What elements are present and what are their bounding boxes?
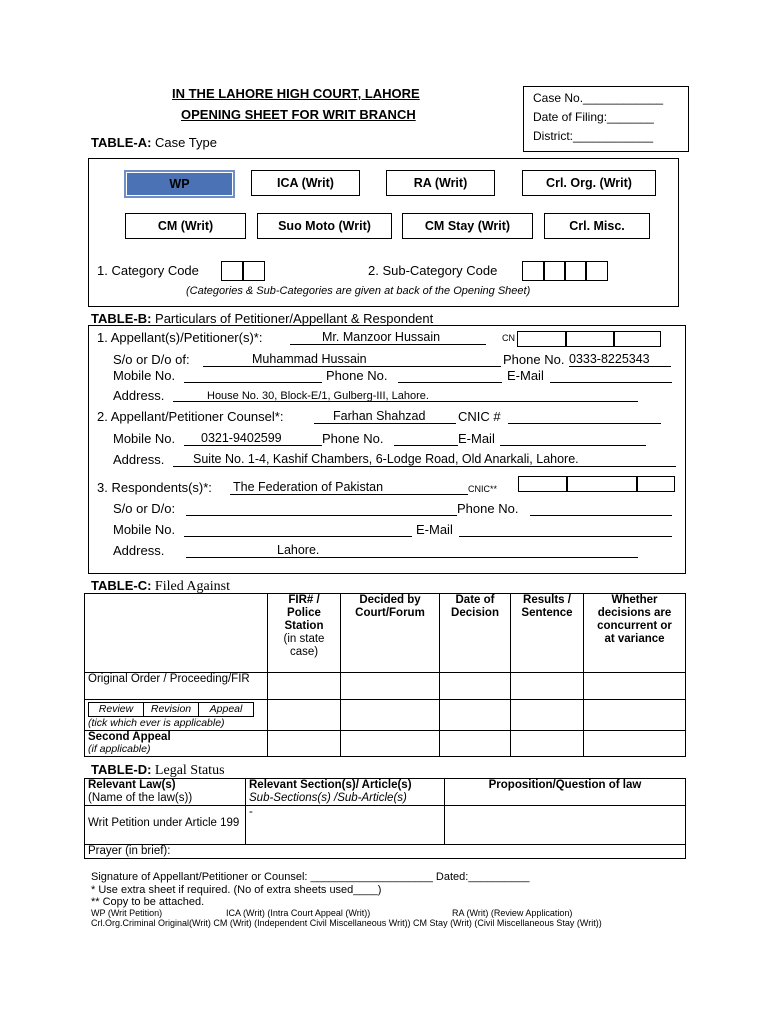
cell[interactable] xyxy=(584,700,686,731)
row-review-cell xyxy=(85,700,268,731)
case-type-crl-org[interactable]: Crl. Org. (Writ) xyxy=(522,170,656,196)
cell[interactable] xyxy=(268,731,341,757)
counsel-address-label: Address. xyxy=(113,452,165,467)
counsel-cnic-label: CNIC # xyxy=(458,409,501,424)
address-label: Address. xyxy=(113,388,165,403)
category-code-label: 1. Category Code xyxy=(97,263,199,278)
sub-category-code-label: 2. Sub-Category Code xyxy=(368,263,498,278)
col-prop-header: Proposition/Question of law xyxy=(445,779,686,806)
date-of-filing[interactable]: Date of Filing:_______ xyxy=(533,110,654,124)
respondent-sdo-label: S/o or D/o: xyxy=(113,501,176,516)
cell[interactable] xyxy=(584,731,686,757)
category-note: (Categories & Sub-Categories are given at back of the Opening Sheet) xyxy=(186,285,531,297)
cell[interactable] xyxy=(511,673,584,700)
appellant-name[interactable]: Mr. Manzoor Hussain xyxy=(322,330,441,344)
respondent-address[interactable]: Lahore. xyxy=(277,543,320,557)
district[interactable]: District:____________ xyxy=(533,129,654,143)
respondent-email-label: E-Mail xyxy=(416,522,453,537)
table-row xyxy=(85,700,686,731)
appeal-option[interactable]: Appeal xyxy=(209,703,243,715)
cell[interactable] xyxy=(341,673,440,700)
respondent-phone-label: Phone No. xyxy=(457,501,519,516)
sheet-title: OPENING SHEET FOR WRIT BRANCH xyxy=(181,107,416,122)
table-c-title: TABLE-C: Filed Against xyxy=(91,578,230,594)
case-type-ica[interactable]: ICA (Writ) xyxy=(251,170,360,196)
counsel-phone-label: Phone No. xyxy=(322,431,384,446)
counsel-mobile[interactable]: 0321-9402599 xyxy=(201,431,282,445)
table-b-title: TABLE-B: Particulars of Petitioner/Appellant & Respondent xyxy=(91,311,434,326)
cell[interactable] xyxy=(440,731,511,757)
legend-wp: WP (Writ Petition) xyxy=(91,908,163,918)
respondent-label: 3. Respondents(s)*: xyxy=(97,480,212,495)
appellant-cn-label: CN xyxy=(502,333,515,343)
counsel-address[interactable]: Suite No. 1-4, Kashif Chambers, 6-Lodge Road, Old Anarkali, Lahore. xyxy=(193,452,579,466)
cell[interactable] xyxy=(341,700,440,731)
revision-option[interactable]: Revision xyxy=(144,703,199,716)
counsel-name[interactable]: Farhan Shahzad xyxy=(333,409,426,423)
row-original-label: Original Order / Proceeding/FIR xyxy=(85,673,268,700)
case-no[interactable]: Case No.____________ xyxy=(533,91,664,105)
row-second-appeal: Second Appeal (if applicable) xyxy=(85,731,268,757)
legend-line-2: Crl.Org.Criminal Original(Writ) CM (Writ) (Independent Civil Miscellaneous Writ)) CM Stay (Writ) (Civil Miscellaneous Stay (Writ)) xyxy=(91,918,602,928)
court-title: IN THE LAHORE HIGH COURT, LAHORE xyxy=(172,86,420,101)
legend-ica: ICA (Writ) (Intra Court Appeal (Writ)) xyxy=(226,908,371,918)
cell[interactable] xyxy=(440,673,511,700)
respondent-name[interactable]: The Federation of Pakistan xyxy=(233,480,384,494)
table-d-title: TABLE-D: Legal Status xyxy=(91,762,225,778)
col-date-header: Date of Decision xyxy=(440,594,511,673)
cell[interactable] xyxy=(584,673,686,700)
phone-no-label: Phone No. xyxy=(326,368,388,383)
case-type-cm-stay[interactable]: CM Stay (Writ) xyxy=(402,213,533,239)
cell[interactable] xyxy=(511,700,584,731)
case-type-ra[interactable]: RA (Writ) xyxy=(386,170,495,196)
signature-line[interactable]: Signature of Appellant/Petitioner or Counsel: ____________________ Dated:__________ xyxy=(91,871,530,883)
prayer-row[interactable]: Prayer (in brief): xyxy=(85,845,686,859)
table-a-title: TABLE-A: Case Type xyxy=(91,135,217,150)
col-results-header: Results / Sentence xyxy=(511,594,584,673)
respondent-mobile-label: Mobile No. xyxy=(113,522,176,537)
email-label: E-Mail xyxy=(507,368,544,383)
prop-value[interactable] xyxy=(445,806,686,845)
mobile-label: Mobile No. xyxy=(113,368,176,383)
counsel-mobile-label: Mobile No. xyxy=(113,431,176,446)
col-law-header: Relevant Law(s) (Name of the law(s)) xyxy=(85,779,246,806)
address-value[interactable]: House No. 30, Block-E/1, Gulberg-III, Lahore. xyxy=(207,390,429,402)
cell[interactable] xyxy=(341,731,440,757)
review-option[interactable]: Review xyxy=(89,703,144,716)
counsel-email-label: E-Mail xyxy=(458,431,495,446)
section-value[interactable]: - xyxy=(246,806,445,845)
table-d xyxy=(84,778,686,859)
case-type-suo-moto[interactable]: Suo Moto (Writ) xyxy=(257,213,392,239)
col-whether-header: Whether decisions are concurrent or at variance xyxy=(584,594,686,673)
table-row xyxy=(85,731,686,757)
respondent-cnic-boxes[interactable] xyxy=(518,476,676,492)
cell[interactable] xyxy=(268,700,341,731)
category-code-boxes[interactable] xyxy=(221,261,265,281)
case-info-box xyxy=(523,86,689,152)
extra-sheet-note: * Use extra sheet if required. (No of extra sheets used____) xyxy=(91,884,382,896)
phone-value[interactable]: 0333-8225343 xyxy=(569,352,650,366)
sdo-label: S/o or D/o of: xyxy=(113,352,190,367)
case-type-cm[interactable]: CM (Writ) xyxy=(125,213,246,239)
respondent-address-label: Address. xyxy=(113,543,165,558)
col-decided-header: Decided by Court/Forum xyxy=(341,594,440,673)
copy-note: ** Copy to be attached. xyxy=(91,896,205,908)
respondent-cnic-label: CNIC** xyxy=(468,484,498,494)
case-type-wp[interactable]: WP xyxy=(124,170,235,198)
tick-note: (tick which ever is applicable) xyxy=(88,717,225,729)
table-row xyxy=(85,806,686,845)
appellant-cnic-boxes[interactable] xyxy=(517,331,661,347)
sub-category-code-boxes[interactable] xyxy=(522,261,610,281)
cell[interactable] xyxy=(268,673,341,700)
table-c xyxy=(84,593,686,757)
appellant-label: 1. Appellant(s)/Petitioner(s)*: xyxy=(97,330,263,345)
col-fir-header: FIR# / Police Station (in state case) xyxy=(268,594,341,673)
legend-ra: RA (Writ) (Review Application) xyxy=(452,908,573,918)
case-type-crl-misc[interactable]: Crl. Misc. xyxy=(544,213,650,239)
cell[interactable] xyxy=(440,700,511,731)
cell[interactable] xyxy=(511,731,584,757)
phone-label: Phone No. xyxy=(503,352,565,367)
sdo-value[interactable]: Muhammad Hussain xyxy=(252,352,367,366)
col-section-header: Relevant Section(s)/ Article(s) Sub-Sections(s) /Sub-Article(s) xyxy=(246,779,445,806)
law-value[interactable]: Writ Petition under Article 199 xyxy=(85,806,246,845)
counsel-label: 2. Appellant/Petitioner Counsel*: xyxy=(97,409,284,424)
table-row xyxy=(85,673,686,700)
table-c-blank-header xyxy=(85,594,268,673)
